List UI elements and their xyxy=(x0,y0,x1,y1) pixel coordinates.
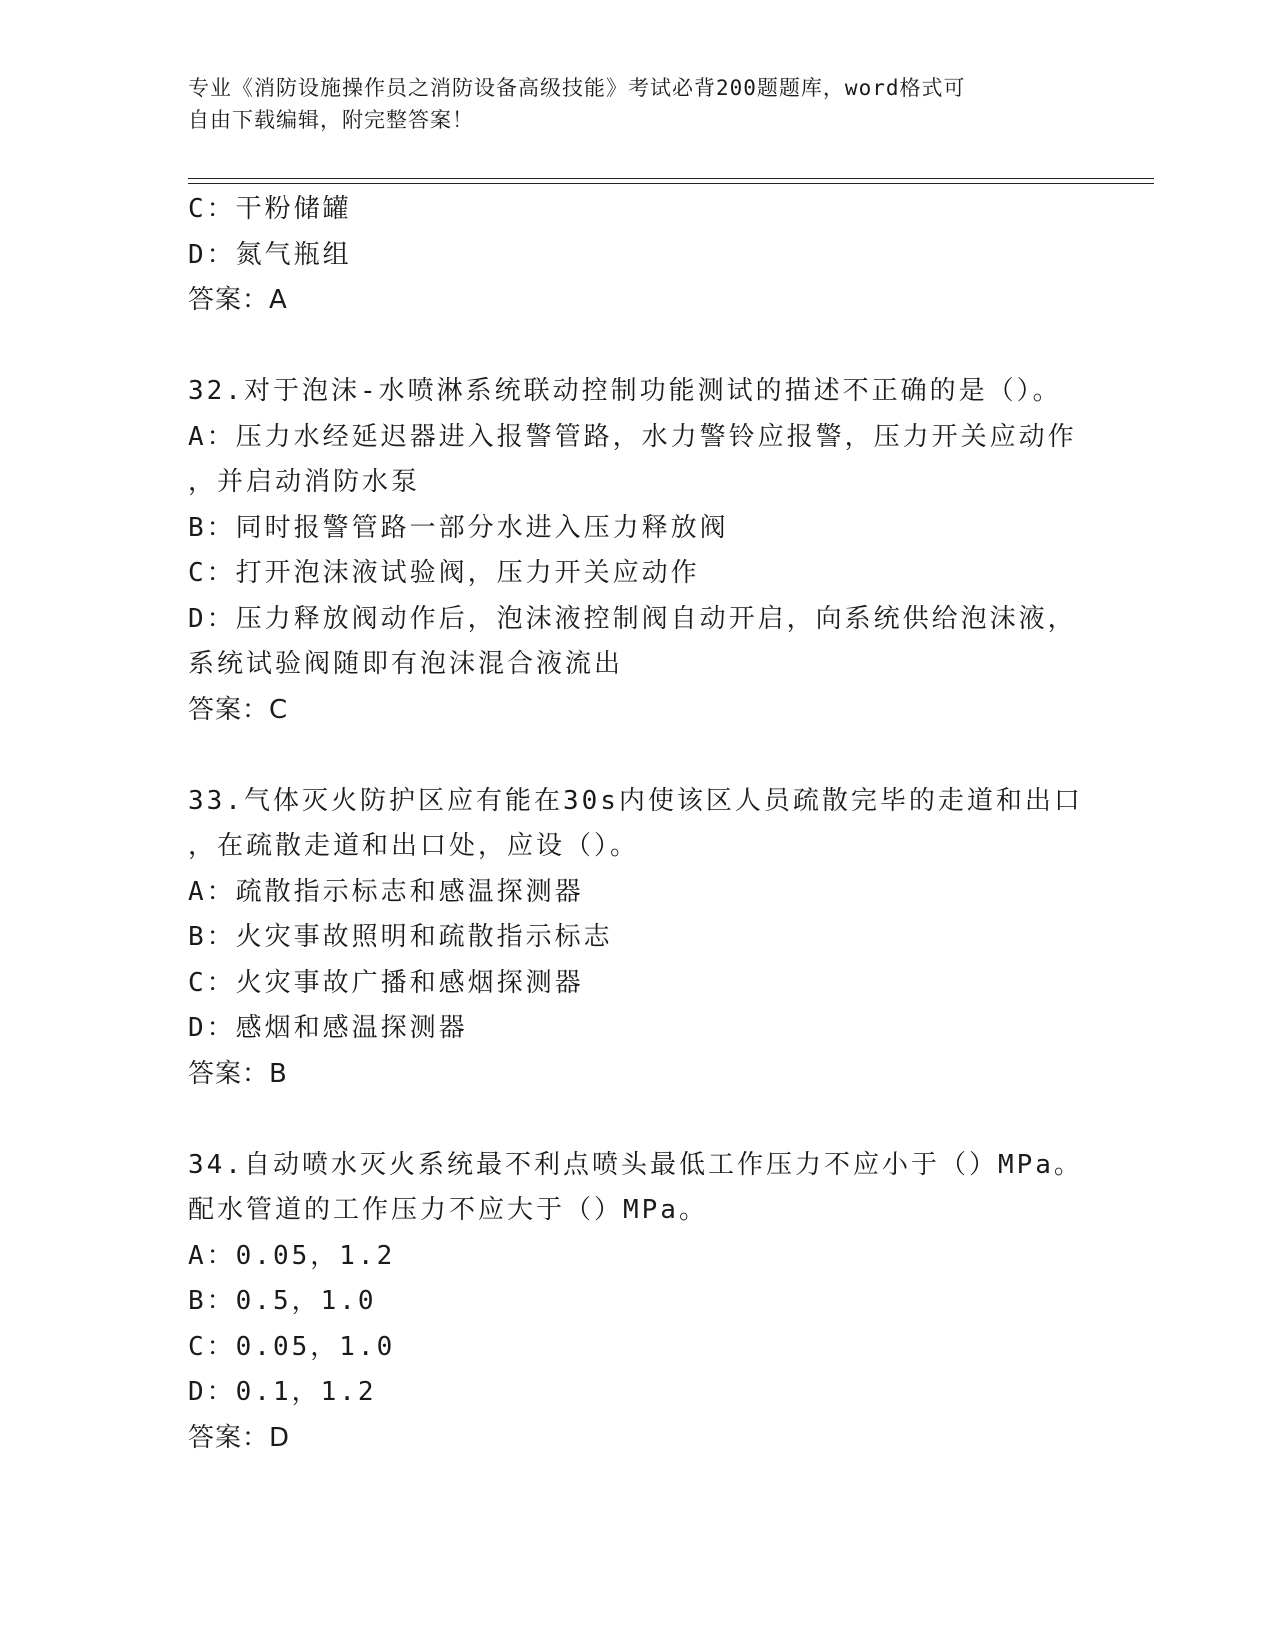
question-31-tail xyxy=(188,187,1088,324)
option-c: C：干粉储罐 xyxy=(188,194,352,224)
answer-line: 答案：A xyxy=(188,285,288,315)
header-divider-bottom xyxy=(188,183,1154,184)
option-b: B：火灾事故照明和疏散指示标志 xyxy=(188,922,613,952)
document-header xyxy=(188,72,1068,136)
option-d-continued: 系统试验阀随即有泡沫混合液流出 xyxy=(188,649,624,679)
question-34 xyxy=(188,1143,1088,1462)
option-c: C：打开泡沫液试验阀，压力开关应动作 xyxy=(188,558,700,588)
spacer xyxy=(188,324,1088,370)
answer-line: 答案：B xyxy=(188,1058,288,1089)
question-stem-continued: 配水管道的工作压力不应大于（）MPa。 xyxy=(188,1195,708,1225)
header-divider-top xyxy=(188,178,1154,179)
option-c: C：火灾事故广播和感烟探测器 xyxy=(188,967,584,998)
question-list xyxy=(188,187,1088,1461)
option-a-continued: ，并启动消防水泵 xyxy=(188,467,421,497)
option-b: B：0.5，1.0 xyxy=(188,1286,377,1316)
question-33 xyxy=(188,779,1088,1098)
answer-line: 答案：D xyxy=(188,1422,291,1453)
option-a: A：0.05，1.2 xyxy=(188,1240,396,1271)
option-d: D：压力释放阀动作后，泡沫液控制阀自动开启，向系统供给泡沫液， xyxy=(188,603,1077,634)
option-c: C：0.05，1.0 xyxy=(188,1331,396,1362)
answer-line: 答案：C xyxy=(188,694,289,725)
header-line-1: 专业《消防设施操作员之消防设备高级技能》考试必背200题题库，word格式可 xyxy=(188,76,966,100)
option-a: A：疏散指示标志和感温探测器 xyxy=(188,876,584,907)
option-a: A：压力水经延迟器进入报警管路，水力警铃应报警，压力开关应动作 xyxy=(188,421,1077,452)
header-line-2: 自由下载编辑，附完整答案！ xyxy=(188,108,474,132)
option-d: D：氮气瓶组 xyxy=(188,239,352,270)
option-d: D：0.1，1.2 xyxy=(188,1377,377,1407)
question-stem-continued: ，在疏散走道和出口处，应设（）。 xyxy=(188,831,640,861)
option-d: D：感烟和感温探测器 xyxy=(188,1013,468,1043)
spacer xyxy=(188,733,1088,779)
question-32 xyxy=(188,369,1088,733)
question-stem: 32.对于泡沫-水喷淋系统联动控制功能测试的描述不正确的是（）。 xyxy=(188,376,1062,406)
option-b: B：同时报警管路一部分水进入压力释放阀 xyxy=(188,512,729,543)
spacer xyxy=(188,1097,1088,1143)
question-stem: 33.气体灭火防护区应有能在30s内使该区人员疏散完毕的走道和出口 xyxy=(188,785,1083,816)
question-stem: 34.自动喷水灭火系统最不利点喷头最低工作压力不应小于（）MPa。 xyxy=(188,1149,1083,1180)
